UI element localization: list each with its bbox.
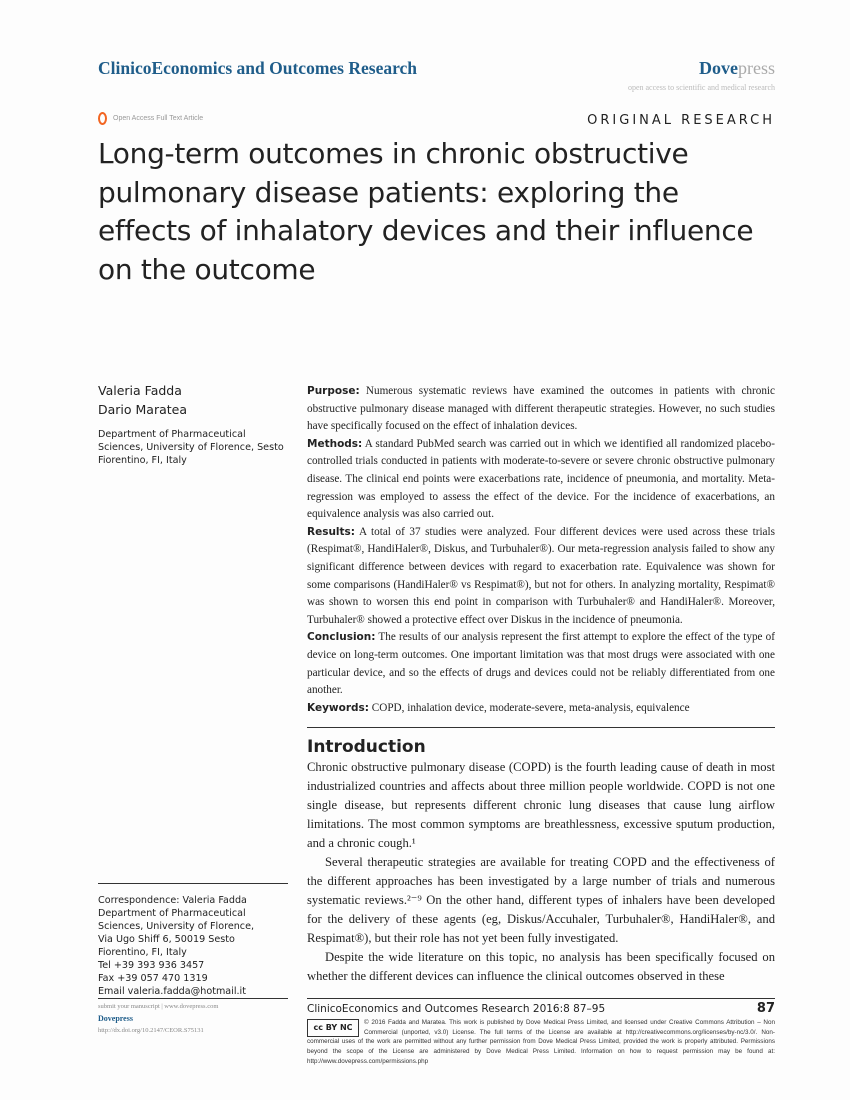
correspondence <box>98 894 288 998</box>
paragraph: Chronic obstructive pulmonary disease (COPD) is the fourth leading cause of death in most industrialized countries and affects about three million people worldwide. COPD is not one single disease, but represents different chronic lung diseases that cause lung airflow limitations. The most common symptoms are breathlessness, excessive sputum production, and a chronic cough.¹ <box>307 760 775 851</box>
publisher-logo-b: press <box>738 58 775 78</box>
open-access-text: Open Access Full Text Article <box>113 115 204 122</box>
doi-link[interactable]: http://dx.doi.org/10.2147/CEOR.S75131 <box>98 1027 204 1035</box>
section-heading: Introduction <box>307 737 426 758</box>
section-text: The results of our analysis represent the first attempt to explore the effect of the type of device on long-term outcomes. One important limitation was that most drugs were associated with one particular device, and so the effects of drugs and devices could not be reliably differentiated from one another. <box>307 631 775 697</box>
cc-license-icon: cc BY NC <box>307 1019 359 1037</box>
corr-line: Fiorentino, FI, Italy <box>98 947 187 958</box>
license-text: © 2016 Fadda and Maratea. This work is published by Dove Medical Press Limited, and licensed under Creative Commons Attribution – Non Commercial (unported, v3.0) License. The full terms of the License are available at http://creativecommons.org/licenses/by-nc/3.0/. Non-commercial uses of the work are permitted without any further permission from Dove Medical Press Limited, provided the work is properly attributed. Permissions beyond the scope of the License are administered by Dove Medical Press Limited. Information on how to request permission may be found at: http://www.dovepress.com/permissions.php <box>307 1019 775 1065</box>
footer <box>307 998 775 1066</box>
affiliation: Department of Pharmaceutical Sciences, University of Florence, Sesto Fiorentino, FI, Italy <box>98 429 284 466</box>
paragraph: Despite the wide literature on this topic, no analysis has been specifically focused on whether the different devices can influence the clinical outcomes observed in these <box>307 950 775 984</box>
publisher-logo <box>699 58 775 79</box>
corr-line: Department of Pharmaceutical <box>98 908 246 919</box>
author-list <box>98 381 187 419</box>
open-access-lock-icon <box>98 112 107 125</box>
footer-dovepress: Dovepress <box>98 1014 133 1024</box>
main-column <box>307 383 775 1066</box>
abstract <box>307 383 775 717</box>
corr-line: Via Ugo Shiff 6, 50019 Sesto <box>98 934 235 945</box>
article-type: ORIGINAL RESEARCH <box>587 113 775 128</box>
corr-line: Fax +39 057 470 1319 <box>98 973 208 984</box>
publisher-tagline: open access to scientific and medical research <box>627 83 775 92</box>
section-text: A standard PubMed search was carried out in which we identified all randomized placebo-controlled trials conducted in patients with moderate-to-severe or severe chronic obstructive pulmonary disease. The clinical end points were exacerbations rate, incidence of pneumonia, and mortality. Meta-regression was employed to assess the effect of the device. For the incidence of exacerbations, an equivalence analysis was also carried out. <box>307 437 775 521</box>
corr-line: Correspondence: Valeria Fadda <box>98 895 247 906</box>
corr-email[interactable]: Email valeria.fadda@hotmail.it <box>98 986 246 997</box>
section-text: COPD, inhalation device, moderate-severe, meta-analysis, equivalence <box>368 701 690 714</box>
divider <box>307 727 775 728</box>
abstract-keywords <box>307 700 775 718</box>
author: Valeria Fadda <box>98 383 182 398</box>
abstract-results <box>307 524 775 630</box>
section-label: Results: <box>307 525 355 538</box>
open-access-label <box>98 112 203 125</box>
footer-divider <box>98 998 288 999</box>
section-text: Numerous systematic reviews have examined the outcomes in patients with chronic obstructive pulmonary disease managed with different therapeutic strategies. However, no such studies have specifically focused on the effect of inhalation devices. <box>307 385 775 433</box>
article-title: Long-term outcomes in chronic obstructive pulmonary disease patients: exploring the effects of inhalatory devices and their influence on the outcome <box>98 137 754 286</box>
journal-citation: ClinicoEconomics and Outcomes Research 2016:8 87–95 <box>307 1003 606 1016</box>
page-number: 87 <box>756 1001 775 1017</box>
section-label: Methods: <box>307 437 363 450</box>
corr-line: Sciences, University of Florence, <box>98 921 255 932</box>
journal-name: ClinicoEconomics and Outcomes Research <box>98 58 418 78</box>
submit-link[interactable]: submit your manuscript | www.dovepress.com <box>98 1003 219 1011</box>
introduction-body <box>307 758 775 986</box>
footer-left <box>98 1001 288 1037</box>
divider <box>98 883 288 884</box>
abstract-methods <box>307 436 775 524</box>
publisher-logo-a: Dove <box>699 58 738 78</box>
section-label: Purpose: <box>307 385 360 397</box>
section-label: Keywords: <box>307 701 369 714</box>
paragraph: Several therapeutic strategies are available for treating COPD and the effectiveness of the different approaches has been investigated by a large number of trials and numerous systematic reviews.²⁻⁹ On the other hand, different types of inhalers have been developed for the delivery of these agents (eg, Diskus/Accuhaler, Turbuhaler®, HandiHaler®, and Respimat®), but their role has not yet been fully investigated. <box>307 855 775 946</box>
section-label: Conclusion: <box>307 631 376 644</box>
corr-line: Tel +39 393 936 3457 <box>98 960 205 971</box>
license-block <box>307 1018 775 1066</box>
section-text: A total of 37 studies were analyzed. Four different devices were used across these trials (Respimat®, HandiHaler®, Diskus, and Turbuhaler®). Our meta-regression analysis failed to show any significant difference between devices with regard to exacerbation rate. Equivalence was shown for some comparisons (HandiHaler® vs Respimat®), but not for others. In analyzing mortality, Respimat® was shown to worsen this end point in comparison with Turbuhaler® and HandiHaler®. Moreover, Turbuhaler® showed a protective effect over Diskus in the incidence of pneumonia. <box>307 525 775 626</box>
abstract-purpose <box>307 383 775 436</box>
footer-top <box>307 1001 775 1016</box>
author: Dario Maratea <box>98 402 188 417</box>
abstract-conclusion <box>307 629 775 699</box>
